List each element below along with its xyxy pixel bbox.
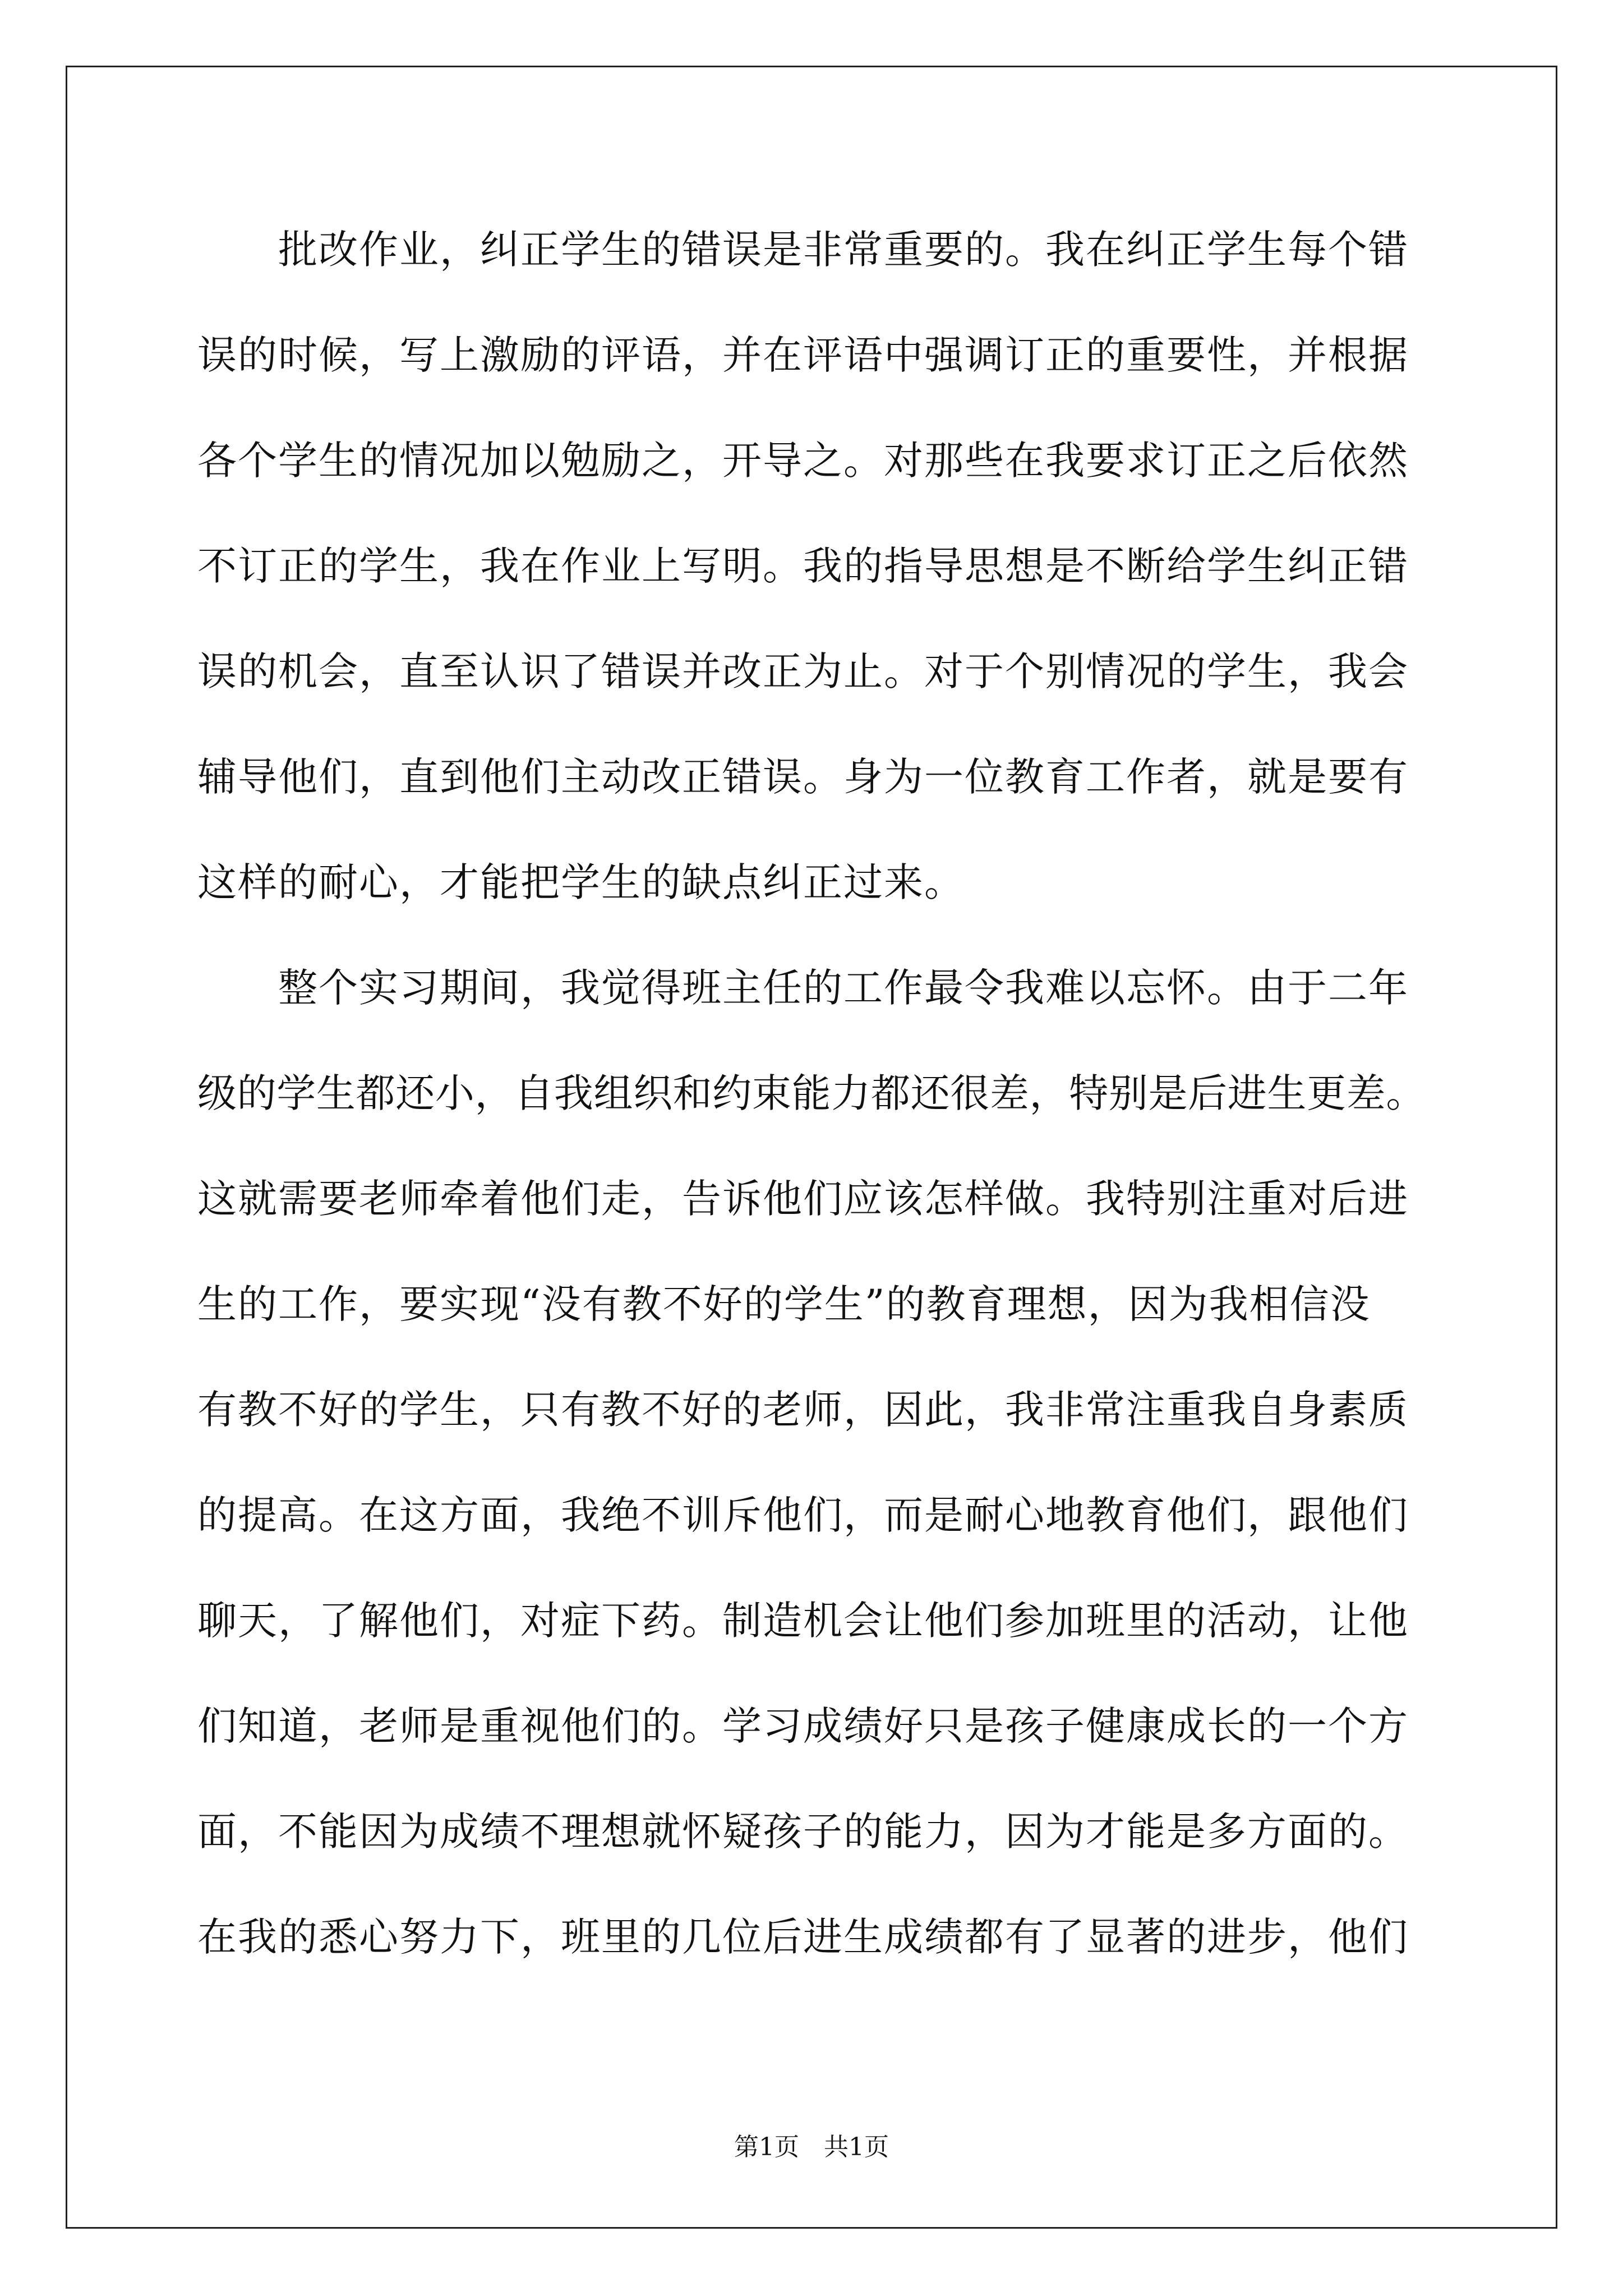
text-line: 聊天，了解他们，对症下药。制造机会让他们参加班里的活动，让他 [197,1598,1409,1644]
page-border [66,66,1557,2229]
page-footer: 第1页 共1页 [734,2133,889,2161]
text-line: 辅导他们，直到他们主动改正错误。身为一位教育工作者，就是要有 [197,754,1409,800]
text-line: 们知道，老师是重视他们的。学习成绩好只是孩子健康成长的一个方 [197,1703,1409,1749]
text-line: 生的工作，要实现“没有教不好的学生”的教育理想，因为我相信没 [197,1281,1371,1327]
text-line: 这样的耐心，才能把学生的缺点纠正过来。 [197,859,965,905]
text-line: 误的机会，直至认识了错误并改正为止。对于个别情况的学生，我会 [197,648,1409,694]
text-line: 各个学生的情况加以勉励之，开导之。对那些在我要求订正之后依然 [197,438,1409,484]
text-line: 面，不能因为成绩不理想就怀疑孩子的能力，因为才能是多方面的。 [197,1809,1409,1855]
text-line: 误的时候，写上激励的评语，并在评语中强调订正的重要性，并根据 [197,332,1409,378]
text-line: 级的学生都还小，自我组织和约束能力都还很差，特别是后进生更差。 [197,1070,1426,1116]
text-line: 不订正的学生，我在作业上写明。我的指导思想是不断给学生纠正错 [197,543,1409,589]
text-line: 在我的悉心努力下，班里的几位后进生成绩都有了显著的进步，他们 [197,1914,1409,1960]
text-line: 批改作业，纠正学生的错误是非常重要的。我在纠正学生每个错 [197,227,1409,273]
text-line: 的提高。在这方面，我绝不训斥他们，而是耐心地教育他们，跟他们 [197,1492,1409,1538]
text-line: 这就需要老师牵着他们走，告诉他们应该怎样做。我特别注重对后进 [197,1176,1409,1222]
text-line: 整个实习期间，我觉得班主任的工作最令我难以忘怀。由于二年 [197,965,1409,1011]
text-line: 有教不好的学生，只有教不好的老师，因此，我非常注重我自身素质 [197,1387,1409,1433]
